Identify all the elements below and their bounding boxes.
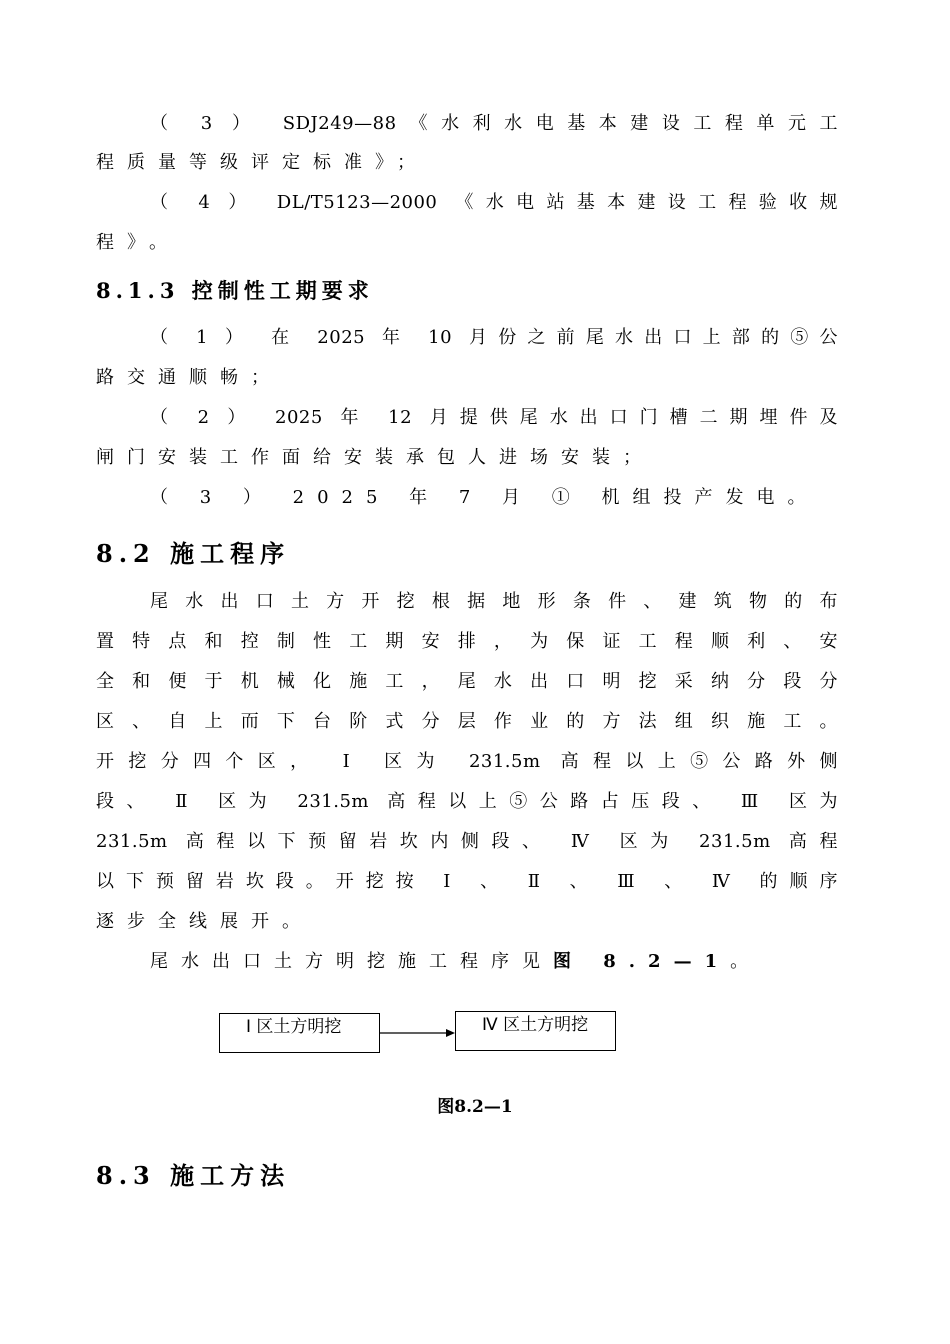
paragraph-line: 逐步全线展开。	[96, 911, 313, 932]
figure-reference-link: 图 8.2—1	[553, 951, 731, 972]
schedule-item-1: （ 1 ） 在 2025 年 10 月份之前尾水出口上部的⑤公	[150, 327, 838, 348]
flowchart-arrow	[380, 1026, 456, 1040]
ref-item-4-cont: 程》。	[96, 232, 180, 253]
paragraph-line: 尾水出口土方开挖根据地形条件、建筑物的布	[150, 591, 838, 612]
figure-reference-prefix: 尾水出口土方明挖施工程序见	[150, 951, 553, 972]
flowchart-arrow-head	[446, 1029, 455, 1037]
schedule-item-2-cont: 闸门安装工作面给安装承包人进场安装；	[96, 447, 654, 468]
flowchart-box-zone-1: Ⅰ 区土方明挖	[219, 1013, 380, 1053]
paragraph-line: 以下预留岩坎段。开挖按 Ⅰ 、 Ⅱ 、 Ⅲ 、 Ⅳ 的顺序	[96, 871, 838, 892]
figure-reference-suffix: 。	[730, 951, 762, 972]
paragraph-line: 231.5m 高程以下预留岩坎内侧段、 Ⅳ 区为 231.5m 高程	[96, 831, 838, 852]
figure-reference-line	[150, 950, 838, 974]
paragraph-line: 置特点和控制性工期安排，为保证工程顺利、安	[96, 631, 838, 652]
flowchart-box-zone-4: Ⅳ 区土方明挖	[455, 1011, 616, 1051]
ref-item-3-cont: 程质量等级评定标准》；	[96, 152, 428, 173]
paragraph-line: 开挖分四个区， Ⅰ 区为 231.5m 高程以上⑤公路外侧	[96, 751, 838, 772]
ref-item-4: （ 4 ） DL/T5123—2000 《水电站基本建设工程验收规	[150, 192, 838, 213]
schedule-item-3: （ 3 ） 2025 年 7 月 ① 机组投产发电。	[150, 487, 819, 508]
schedule-item-2: （ 2 ） 2025 年 12 月提供尾水出口门槽二期埋件及	[150, 407, 838, 428]
paragraph-line: 全和便于机械化施工，尾水出口明挖采纳分段分	[96, 671, 838, 692]
paragraph-line: 段、 Ⅱ 区为 231.5m 高程以上⑤公路占压段、 Ⅲ 区为	[96, 791, 838, 812]
schedule-item-1-cont: 路交通顺畅；	[96, 367, 282, 388]
ref-item-3: （ 3 ） SDJ249—88《水利水电基本建设工程单元工	[150, 113, 838, 134]
section-heading-8-2: 8.2 施工程序	[96, 539, 291, 568]
section-heading-8-1-3: 8.1.3 控制性工期要求	[96, 278, 374, 303]
paragraph-line: 区、自上而下台阶式分层作业的方法组织施工。	[96, 711, 838, 732]
section-heading-8-3: 8.3 施工方法	[96, 1161, 291, 1190]
figure-caption: 图8.2—1	[437, 1097, 513, 1117]
